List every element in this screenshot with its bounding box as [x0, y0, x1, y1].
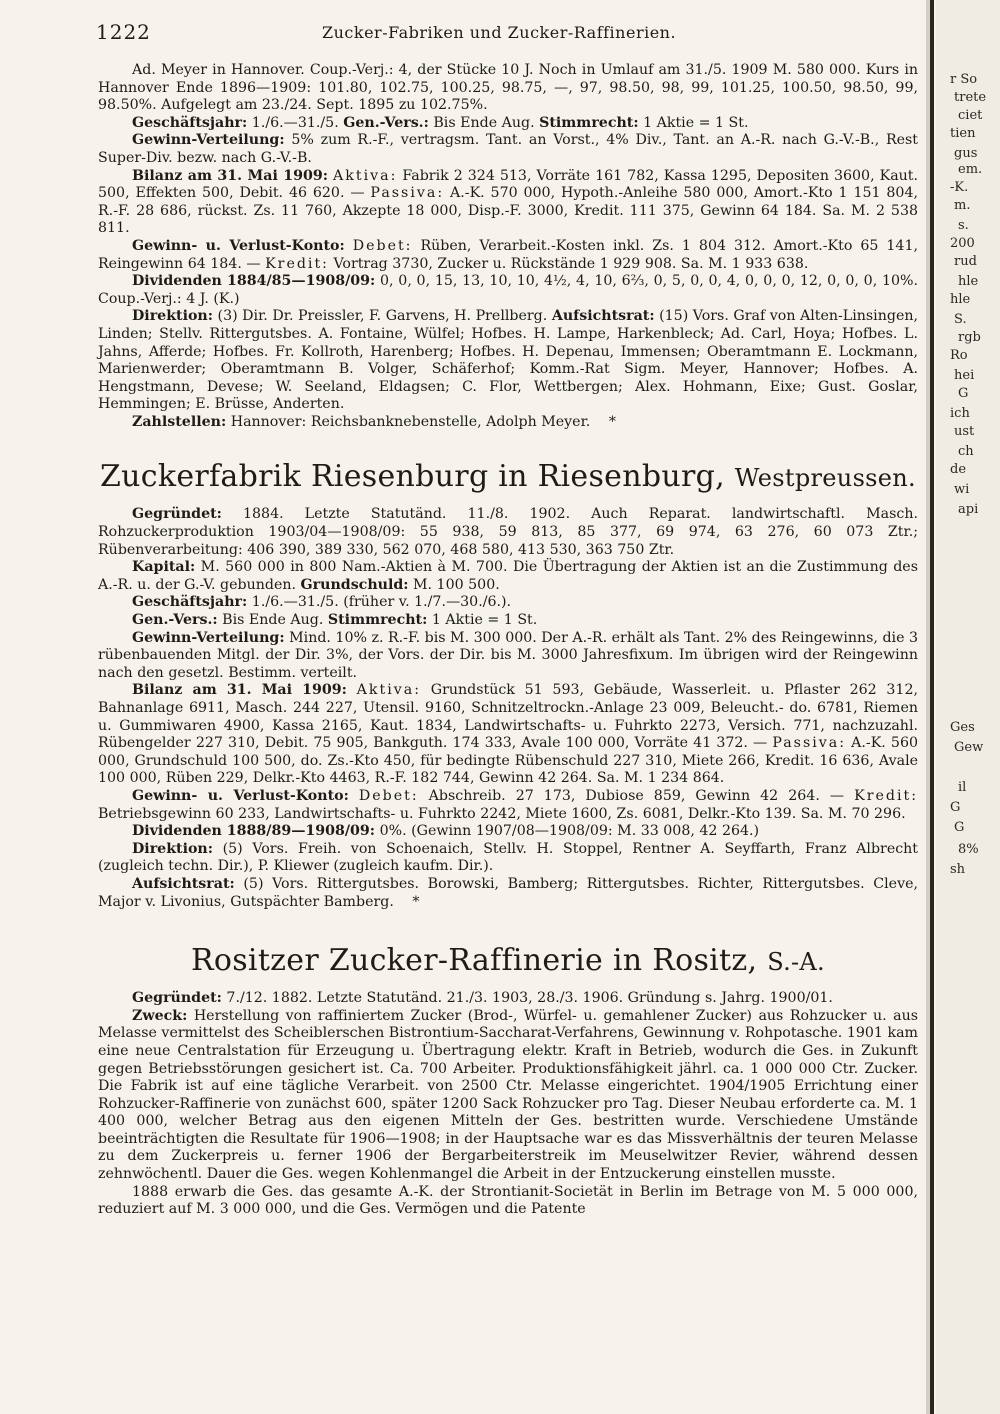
- label-geschaeftsjahr: Geschäftsjahr:: [132, 594, 248, 611]
- adjacent-page-fragment: sh: [950, 862, 966, 877]
- entry2-direktion: [98, 841, 918, 876]
- text-debet: Abschreib. 27 173, Dubiose 859, Gewinn 42 264. —: [428, 787, 845, 804]
- adjacent-page-fragment: rud: [954, 254, 977, 269]
- text-aufsichtsrat: (15) Vors. Graf von Alten-Linsingen, Linden; Stellv. Rittergutsbes. A. Fontaine, Wülfel; Hofbes. H. Lampe, Harkenbleck; Ad. Carl, Hoya; Hofbes. L. Jahns, Afferde; Hofbes. Fr. Kollroth, Harenberg; Hofbes. H. Depenau, Immensen; Oberamtmann E. Lockmann, Marienwerder; Oberamtmann B. Volger, Schäferhof; Komm.-Rat Sigm. Meyer, Hannover; Hofbes. A. Hengstmann, Devese; W. Seeland, Eldagsen; C. Flor, Wettbergen; Alex. Hohmann, Eixe; Gust. Goslar, Hemmingen; E. Brüsse, Anderten.: [98, 308, 918, 413]
- entry3-zweck: [98, 1008, 918, 1184]
- main-column: [98, 62, 918, 1219]
- company-name: Rositzer Zucker-Raffinerie in Rositz,: [190, 943, 758, 979]
- entry2-guv: [98, 788, 918, 823]
- entry2-genvers: [98, 612, 918, 630]
- label-debet: Debet:: [352, 237, 413, 254]
- adjacent-page-fragment: ust: [954, 424, 975, 439]
- label-genvers: Gen.-Vers.:: [343, 114, 429, 131]
- text-zweck: Herstellung von raffiniertem Zucker (Brod-, Würfel- u. gemahlener Zucker) aus Rohzucker u. aus Melasse vermittelst des Scheiblerschen Bistrontium-Saccharat-Verfahrens, Gewinnung v. Rohpotasche. 1901 kam eine neue Centralstation für Erzeugung u. Übertragung elektr. Kraft in Betrieb, wodurch die Ges. in Zukunft gegen Betriebsstörungen gesichert ist. Ca. 700 Arbeiter. Produktionsfähigkeit jährl. ca. 1 000 000 Ctr. Zucker. Die Fabrik ist auf eine tägliche Verarbeit. von 2500 Ctr. Melasse eingerichtet. 1904/1905 Errichtung einer Rohzucker-Raffinerie von zunächst 600, später 1200 Sack Rohzucker pro Tag. Dieser Neubau erforderte ca. M. 1 400 000, welcher Betrag aus den eigenen Mitteln der Ges. bestritten wurde. Verschiedene Umstände beeinträchtigten die Resultate für 1906—1908; in der Hauptsache war es das Missverhältnis der teuren Melasse zu dem Zuckerpreis u. ferner 1906 der Bergarbeiterstreik im Meuselwitzer Revier, während dessen zehnwöchentl. Dauer die Ges. wegen Kohlenmangel die Arbeit in der Entzuckerung einstellen musste.: [98, 1007, 919, 1183]
- text-kredit: Vortrag 3730, Zucker u. Rückstände 1 929 908. Sa. M. 1 933 638.: [333, 255, 809, 272]
- adjacent-page-fragment: api: [958, 502, 979, 517]
- adjacent-page-fragment: gus: [954, 146, 978, 161]
- text-aktiva: Grundstück 51 593, Gebäude, Wasserleit. u. Pflaster 262 312, Bahnanlage 6911, Masch. 244 227, Utensil. 9160, Schnitzeltrockn.-Anlage 23 009, Beleucht.- do. 6781, Riemen u. Gummiwaren 4900, Kassa 2165, Kaut. 1834, Landwirtschafts- u. Fuhrkto 2273, Versich. 771, nachzuzahl. Rübengelder 227 310, Debit. 75 905, Bankguth. 174 333, Avale 100 000, Vorräte 41 372. —: [98, 682, 918, 752]
- adjacent-page-fragment: hle: [950, 292, 971, 307]
- adjacent-page-fragment: rgb: [958, 330, 981, 345]
- entry1-bilanz: [98, 168, 918, 238]
- text-kredit: Betriebsgewinn 60 233, Landwirtschafts- u. Fuhrkto 2242, Miete 1600, Zs. 6081, Delkr.-Kto 139. Sa. M. 70 296.: [98, 805, 906, 822]
- text-debet: Rüben, Verarbeit.-Kosten inkl. Zs. 1 804 312. Amort.-Kto 65 141, Reingewinn 64 184. —: [98, 237, 918, 272]
- page-number: 1222: [96, 20, 151, 44]
- entry1-zahlstellen: [98, 414, 918, 432]
- label-kredit: Kredit:: [854, 787, 918, 804]
- entry2-kapital: [98, 559, 918, 594]
- text-direktion: (3) Dir. Dr. Preissler, F. Garvens, H. Prellberg.: [217, 308, 548, 325]
- adjacent-page-fragment: wi: [954, 482, 970, 497]
- label-guv: Gewinn- u. Verlust-Konto:: [132, 787, 349, 804]
- entry-continued: [98, 62, 918, 431]
- adjacent-page-fragment: G: [950, 800, 961, 815]
- adjacent-page-fragment: trete: [954, 90, 987, 105]
- company-name: Zuckerfabrik Riesenburg in Riesenburg,: [99, 459, 725, 495]
- entry1-guv: [98, 238, 918, 273]
- entry2-geschaeftsjahr: [98, 594, 918, 612]
- adjacent-page-fragment: -K.: [950, 180, 969, 195]
- label-stimmrecht: Stimmrecht:: [539, 114, 639, 131]
- adjacent-page-fragment: ciet: [958, 108, 983, 123]
- entry1-gewinnverteilung: [98, 132, 918, 167]
- label-debet: Debet:: [358, 787, 419, 804]
- label-gewinn-verteilung: Gewinn-Verteilung:: [132, 132, 285, 149]
- label-kredit: Kredit:: [265, 255, 329, 272]
- entry1-meta: [98, 115, 918, 133]
- label-gegruendet: Gegründet:: [132, 506, 222, 523]
- adjacent-page-strip: [936, 0, 1000, 1414]
- text-gegruendet: 7./12. 1882. Letzte Statutänd. 21./3. 1903, 28./3. 1906. Gründung s. Jahrg. 1900/01.: [226, 990, 833, 1007]
- adjacent-page-fragment: G: [954, 820, 965, 835]
- entry3-para2: 1888 erwarb die Ges. das gesamte A.-K. der Strontianit-Societät in Berlin im Betrage von M. 5 000 000, reduziert auf M. 3 000 000, und die Ges. Vermögen und die Patente: [98, 1183, 918, 1218]
- label-dividenden: Dividenden 1888/89—1908/09:: [132, 823, 376, 840]
- adjacent-page-fragment: hei: [954, 368, 975, 383]
- company-title-rositz: [98, 943, 918, 980]
- label-aktiva: Aktiva:: [333, 167, 398, 184]
- text-stimmrecht: 1 Aktie = 1 St.: [643, 114, 749, 131]
- adjacent-page-fragment: 200: [950, 236, 975, 251]
- adjacent-page-fragment: ch: [958, 444, 974, 459]
- label-dividenden: Dividenden 1884/85—1908/09:: [132, 273, 376, 290]
- label-passiva: Passiva:: [370, 185, 445, 202]
- entry1-dividenden: [98, 273, 918, 308]
- adjacent-page-fragment: Ges: [950, 720, 975, 735]
- label-stimmrecht: Stimmrecht:: [327, 612, 428, 629]
- label-guv: Gewinn- u. Verlust-Konto:: [132, 237, 345, 254]
- text-grundschuld: M. 100 500.: [413, 576, 500, 593]
- label-genvers: Gen.-Vers.:: [132, 612, 218, 629]
- label-zweck: Zweck:: [132, 1007, 188, 1024]
- page-header: [96, 20, 916, 50]
- label-zahlstellen: Zahlstellen:: [132, 413, 227, 430]
- adjacent-page-fragment: il: [958, 780, 967, 795]
- adjacent-page-fragment: 8%: [958, 842, 979, 857]
- label-bilanz: Bilanz am 31. Mai 1909:: [132, 167, 329, 184]
- label-gewinn-verteilung: Gewinn-Verteilung:: [132, 629, 285, 646]
- label-aktiva: Aktiva:: [356, 682, 421, 699]
- text-aktiva: Fabrik 2 324 513, Vorräte 161 782, Kassa 1295, Depositen 3600, Kaut. 500, Effekten 500, Debit. 46 620. —: [98, 167, 918, 202]
- entry-end-star: *: [608, 413, 616, 430]
- adjacent-page-fragment: S.: [954, 312, 967, 327]
- adjacent-page-fragment: tien: [950, 126, 976, 141]
- text-geschaeftsjahr: 1./6.—31./5.: [251, 114, 339, 131]
- label-kapital: Kapital:: [132, 559, 196, 576]
- adjacent-page-fragment: hle: [958, 274, 979, 289]
- label-direktion: Direktion:: [132, 840, 213, 857]
- adjacent-page-fragment: s.: [958, 218, 969, 233]
- running-title: Zucker-Fabriken und Zucker-Raffinerien.: [322, 23, 677, 42]
- text-zahlstellen: Hannover: Reichsbanknebenstelle, Adolph Meyer.: [230, 413, 591, 430]
- adjacent-page-fragment: Gew: [954, 740, 984, 755]
- entry2-aufsichtsrat: [98, 876, 918, 911]
- text-passiva: A.-K. 560 000, Grundschuld 100 500, do. Zs.-Kto 450, für bedingte Rübenschuld 227 310, Miete 266, Kredit. 16 636, Avale 100 000, Rüben 229, Delkr.-Kto 4463, R.-F. 182 744, Gewinn 42 264. Sa. M. 1 234 864.: [98, 735, 918, 787]
- text-dividenden: 0, 0, 0, 15, 13, 10, 10, 4½, 4, 10, 6⅔, 0, 5, 0, 0, 4, 0, 0, 0, 12, 0, 0, 0, 10%. Coup.-Verj.: 4 J. (K.): [98, 273, 918, 307]
- text-geschaeftsjahr: 1./6.—31./5. (früher v. 1./7.—30./6.).: [251, 594, 512, 611]
- text-genvers: Bis Ende Aug.: [433, 114, 535, 131]
- text-aufsichtsrat: (5) Vors. Rittergutsbes. Borowski, Bamberg; Rittergutsbes. Richter, Rittergutsbes. Cleve, Major v. Livonius, Gutspächter Bamberg.: [98, 875, 918, 910]
- text-gegruendet: 1884. Letzte Statutänd. 11./8. 1902. Auch Reparat. landwirtschaftl. Masch. Rohzuckerproduktion 1903/04—1908/09: 55 938, 59 813, 85 377, 69 974, 63 276, 60 073 Ztr.; Rübenverarbeitung: 406 390, 389 330, 562 070, 468 580, 413 530, 363 750 Ztr.: [98, 506, 918, 558]
- text-kapital: M. 560 000 in 800 Nam.-Aktien à M. 700. Die Übertragung der Aktien ist an die Zustimmung des A.-R. u. der G.-V. gebunden.: [98, 559, 918, 593]
- entry2-bilanz: [98, 682, 918, 788]
- text-dividenden: 0%. (Gewinn 1907/08—1908/09: M. 33 008, 42 264.): [379, 823, 760, 840]
- adjacent-page-fragment: em.: [958, 162, 983, 177]
- adjacent-page-fragment: G: [958, 386, 969, 401]
- entry-end-star: *: [412, 893, 420, 910]
- text-direktion: (5) Vors. Freih. von Schoenaich, Stellv. H. Stoppel, Rentner A. Seyffarth, Franz Albrecht (zugleich techn. Dir.), P. Kliewer (zugleich kaufm. Dir.).: [98, 840, 918, 875]
- text-genvers: Bis Ende Aug.: [222, 612, 324, 629]
- label-bilanz: Bilanz am 31. Mai 1909:: [132, 682, 347, 699]
- page-fold-line: [930, 0, 934, 1414]
- text-passiva: A.-K. 570 000, Hypoth.-Anleihe 580 000, Amort.-Kto 1 151 804, R.-F. 28 686, rückst. Zs. 11 760, Akzepte 18 000, Disp.-F. 3000, Kredit. 111 375, Gewinn 64 184. Sa. M. 2 538 811.: [98, 185, 918, 237]
- entry-rositz: [98, 990, 918, 1219]
- label-gegruendet: Gegründet:: [132, 990, 222, 1007]
- company-location: Westpreussen.: [734, 464, 916, 493]
- entry2-gewinnverteilung: [98, 630, 918, 683]
- entry1-intro: Ad. Meyer in Hannover. Coup.-Verj.: 4, der Stücke 10 J. Noch in Umlauf am 31./5. 1909 M. 580 000. Kurs in Hannover Ende 1896—1909: 101.80, 102.75, 100.25, 98.75, —, 97, 98.50, 98, 99, 101.25, 100.50, 98.50, 99, 98.50%. Aufgelegt am 23./24. Sept. 1895 zu 102.75%.: [98, 62, 918, 114]
- text-stimmrecht: 1 Aktie = 1 St.: [431, 612, 538, 629]
- label-aufsichtsrat: Aufsichtsrat:: [551, 308, 655, 325]
- entry-riesenburg: [98, 506, 918, 911]
- adjacent-page-fragment: ich: [950, 406, 970, 421]
- entry2-gegruendet: [98, 506, 918, 559]
- adjacent-page-fragment: Ro: [950, 348, 968, 363]
- text-gewinn-verteilung: Mind. 10% z. R.-F. bis M. 300 000. Der A.-R. erhält als Tant. 2% des Reingewinns, die 3 rübenbauenden Mitgl. der Dir. 3%, der Vors. der Dir. bis M. 3000 Jahresfixum. Im übrigen wird der Reingewinn nach den gesetzl. Bestimm. verteilt.: [98, 629, 919, 681]
- entry1-direktion: [98, 308, 918, 414]
- label-passiva: Passiva:: [772, 735, 847, 752]
- label-direktion: Direktion:: [132, 308, 213, 325]
- entry3-gegruendet: [98, 990, 918, 1008]
- adjacent-page-fragment: r So: [950, 72, 978, 87]
- company-location: S.-A.: [767, 948, 825, 977]
- label-geschaeftsjahr: Geschäftsjahr:: [132, 114, 248, 131]
- adjacent-page-fragment: m.: [954, 198, 971, 213]
- label-aufsichtsrat: Aufsichtsrat:: [132, 875, 235, 892]
- entry2-dividenden: [98, 823, 918, 841]
- company-title-riesenburg: [98, 459, 918, 496]
- adjacent-page-fragment: de: [950, 462, 967, 477]
- label-grundschuld: Grundschuld:: [300, 576, 409, 593]
- text-gewinn-verteilung: 5% zum R.-F., vertragsm. Tant. an Vorst., 4% Div., Tant. an A.-R. nach G.-V.-B., Rest Super-Div. bezw. nach G.-V.-B.: [98, 132, 919, 166]
